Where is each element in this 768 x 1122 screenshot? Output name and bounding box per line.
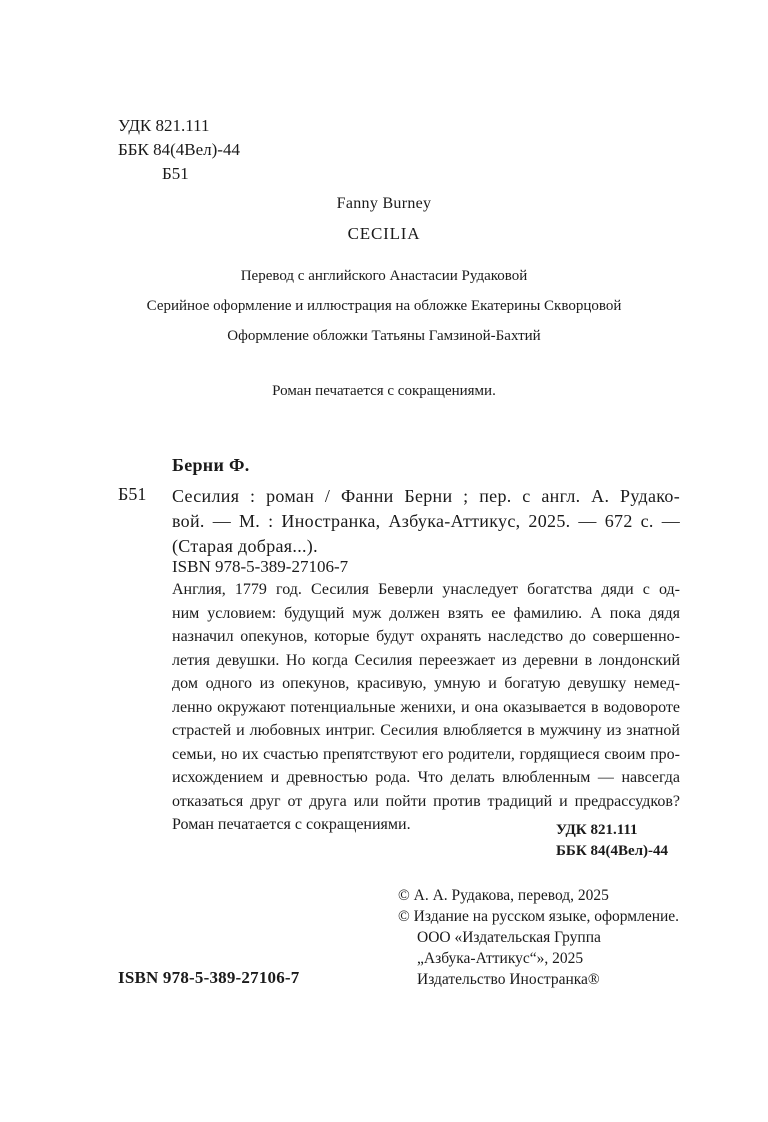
author-mark-code: Б51 xyxy=(162,164,189,183)
annotation-line: летия девушки. Но когда Сесилия переезжает из деревни в лондонский xyxy=(172,651,680,669)
udk-code: УДК 821.111 xyxy=(118,116,210,135)
annotation-line: отказаться друг от друга или пойти против традиций и предрассудков? xyxy=(172,792,680,810)
udk-code-bottom: УДК 821.111 xyxy=(556,822,638,838)
biblio-line: вой. — М. : Иностранка, Азбука-Аттикус, 2025. — 672 с. — xyxy=(172,511,680,531)
publisher-line: ООО «Издательская Группа xyxy=(417,929,601,946)
biblio-line: (Старая добрая...). xyxy=(172,536,318,556)
catalog-code: Б51 xyxy=(118,484,147,504)
copyright-translation: © А. А. Рудакова, перевод, 2025 xyxy=(398,887,609,904)
bibliographic-description xyxy=(172,484,680,559)
publisher-line: „Азбука-Аттикус“», 2025 xyxy=(417,950,584,967)
design-credit: Серийное оформление и иллюстрация на обложке Екатерины Скворцовой xyxy=(146,298,622,314)
classification-top xyxy=(118,114,240,186)
copyright-block xyxy=(398,885,679,990)
abridged-note: Роман печатается с сокращениями. xyxy=(272,383,496,399)
book-annotation xyxy=(172,578,680,837)
isbn-bottom: ISBN 978-5-389-27106-7 xyxy=(118,968,300,987)
copyright-edition: © Издание на русском языке, оформление. xyxy=(398,908,680,925)
annotation-line: назначил опекунов, которые будут охранять наследство до совершенно- xyxy=(172,628,680,645)
annotation-line: ленно окружают потенциальные женихи, и она оказывается в водовороте xyxy=(172,698,680,716)
annotation-line: семьи, но их счастью препятствуют его родители, гордящиеся своим про- xyxy=(172,745,680,763)
bbk-code-bottom: ББК 84(4Вел)-44 xyxy=(556,843,669,859)
annotation-line: дом одного из опекунов, красивую, умную и богатую девушку немед- xyxy=(172,675,680,692)
biblio-line: Сесилия : роман / Фанни Берни ; пер. с англ. А. Рудако- xyxy=(172,486,680,506)
annotation-line: исхождением и древностью рода. Что делать влюбленным — навсегда xyxy=(172,769,680,786)
annotation-line: Роман печатается с сокращениями. xyxy=(172,816,411,833)
cover-credit: Оформление обложки Татьяны Гамзиной-Бахтий xyxy=(227,328,541,344)
original-author: Fanny Burney xyxy=(336,195,432,212)
publisher-imprint: Издательство Иностранка® xyxy=(417,971,600,988)
bbk-code: ББК 84(4Вел)-44 xyxy=(118,140,240,159)
classification-bottom xyxy=(556,820,668,862)
catalog-author: Берни Ф. xyxy=(172,455,250,475)
translator-credit: Перевод с английского Анастасии Рудаковой xyxy=(240,268,528,284)
annotation-line: Англия, 1779 год. Сесилия Беверли унаследует богатства дяди с од- xyxy=(172,581,680,598)
annotation-line: страстей и любовных интриг. Сесилия влюбляется в мужчину из знатной xyxy=(172,722,680,739)
original-title: CECILIA xyxy=(347,224,421,243)
catalog-isbn: ISBN 978-5-389-27106-7 xyxy=(172,557,349,576)
annotation-line: ним условием: будущий муж должен взять ее фамилию. А пока дядя xyxy=(172,604,680,622)
